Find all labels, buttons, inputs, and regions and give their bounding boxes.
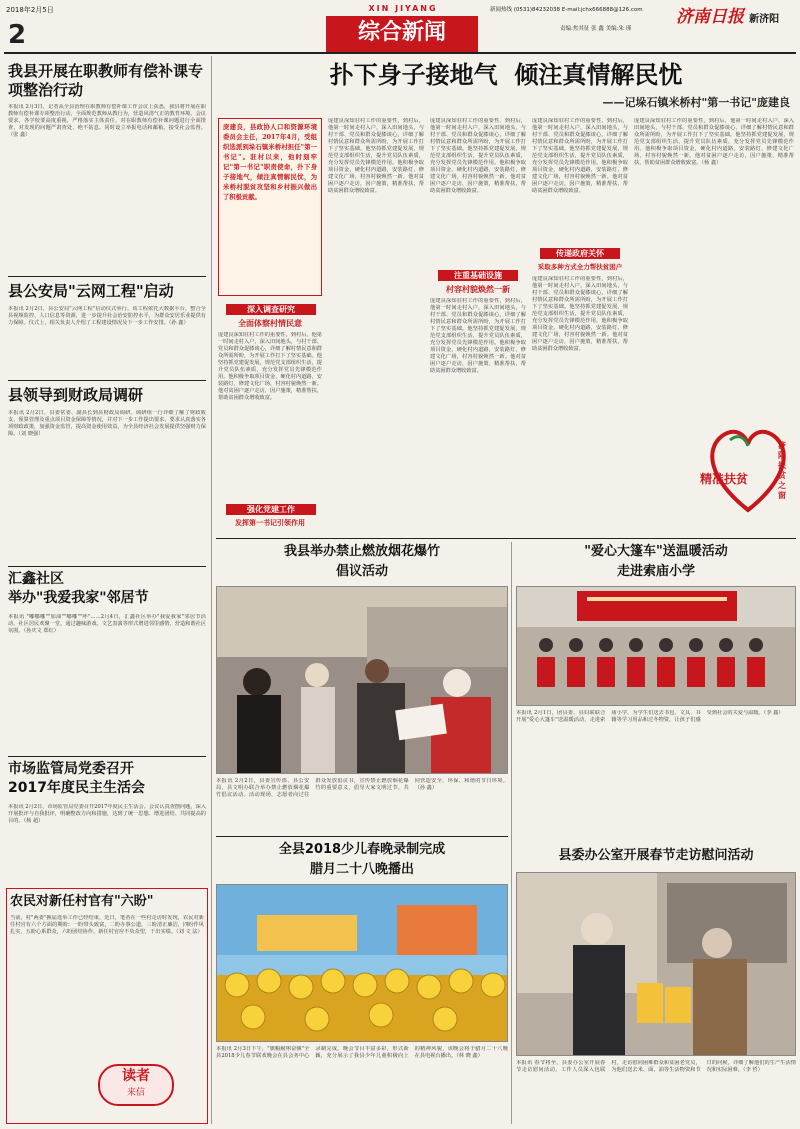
- divider: [8, 756, 206, 757]
- story-4-title: 县委办公室开展春节走访慰问活动: [558, 848, 754, 863]
- page-number: 2: [8, 20, 27, 50]
- article-4-body: 本报讯 "嘟嘟嘟""加油""嘟嘟""呼"……2月4日，汇鑫社区举办"我爱我家"邻居节活动，社区居民欢聚一堂，通过趣味游戏、文艺表演等形式增进邻里感情，营造和谐社区氛围。（孙庆文 郑红）: [8, 614, 206, 634]
- story-1-author: （孙 鑫）: [414, 785, 438, 791]
- feature-box3-sub: 村容村貌焕然一新: [446, 285, 510, 294]
- article-4-title: 汇鑫社区 举办"我爱我家"邻居节: [8, 571, 149, 606]
- feature-intro: 庞建良，县政协人口和资源环境委员会主任，2017年4月，受组织选派到垛石镇米桥村担任"第一书记"。驻村以来，他时刻牢记"第一书记"职责使命，扑下身子接地气，倾注真情解民忧，为米桥村脱贫攻坚和乡村振兴做出了积极贡献。: [223, 124, 317, 201]
- article-2-author: （孙 鑫）: [168, 320, 189, 326]
- reader-letter-badge: [98, 1064, 174, 1106]
- feature-box2-sub: 发挥第一书记引领作用: [235, 519, 305, 527]
- article-3-author: （刘 晓强）: [18, 431, 44, 437]
- story-2-author: （李 鑫）: [763, 710, 784, 716]
- story-1-photo-image: [217, 587, 508, 774]
- article-1-body: 本报讯 2月3日，记者从全县治理在职教师有偿补课工作会议上获悉，我县将开展在职教师有偿补课专项整治行动，全面规范教师从教行为，营造风清气正的教育环境。会议要求，各学校要高度重视，严格落实主体责任，对在职教师有偿补课问题进行全面排查，对发现的问题严肃查处，绝不姑息。同时设立举报电话和邮箱，接受社会监督。（张 鑫）: [8, 104, 206, 138]
- story-1-body: 本报讯 2月2日，县委宣传部、县公安局、县文明办联合举办禁止燃放烟花爆竹倡议活动。活动现场，志愿者向过往群众发放倡议书，宣传禁止燃放烟花爆竹的重要意义，倡导大家文明过节，共同营造安全、环保、和谐的节日环境。（孙 鑫）: [216, 778, 508, 798]
- section-pinyin: XIN JIYANG: [368, 4, 438, 13]
- paper-name: 济南日报: [676, 7, 744, 26]
- feature-box4-title: 传递政府关怀: [540, 248, 620, 259]
- feature-body-col4a: 庞建良深知驻村工作的重要性，到村后，他第一时间走村入户，深入田间地头，与村干部、党员和群众促膝谈心，详细了解村情民意和群众所需所盼，为开展工作打下了坚实基础。他坚持抓党建促发展，规范党支部组织生活，提升党员队伍素质，充分发挥党员先锋模范作用。他积极争取项目资金，硬化村内道路，安装路灯，修建文化广场，村容村貌焕然一新。他对贫困户逐户走访，因户施策，精准帮扶，帮助贫困群众增收致富。: [532, 118, 628, 194]
- reader-letter-badge-sub: 来信: [126, 1088, 145, 1098]
- feature-title: 扑下身子接地气 倾注真情解民忧: [329, 61, 683, 89]
- story-2-body: 本报讯 2月1日，团县委、县妇联联合开展"爱心大篷车"送温暖活动，走进索庙小学，为学生们送去书包、文具、书籍等学习用品和过冬物资，让孩子们感受到社会的关爱与温暖。（李 鑫）: [516, 710, 784, 723]
- story-3-author: （林 晓 鑫）: [456, 1053, 483, 1059]
- feature-box4-sub: 采取多种方式全力帮扶贫困户: [537, 263, 623, 271]
- header-rule-red: [326, 50, 478, 52]
- story-3-title: 全县2018少儿春晚录制完成 腊月二十八晚播出: [278, 842, 446, 877]
- feature-body-col3b: 庞建良深知驻村工作的重要性，到村后，他第一时间走村入户，深入田间地头，与村干部、党员和群众促膝谈心，详细了解村情民意和群众所需所盼，为开展工作打下了坚实基础。他坚持抓党建促发展，规范党支部组织生活，提升党员队伍素质，充分发挥党员先锋模范作用。他积极争取项目资金，硬化村内道路，安装路灯，修建文化广场，村容村貌焕然一新。他对贫困户逐户走访，因户施策，精准帮扶，帮助贫困群众增收致富。: [430, 298, 526, 374]
- article-4-author: （孙庆文 郑红）: [23, 628, 59, 634]
- feature-body-col1a: 庞建良深知驻村工作的重要性，到村后，他第一时间走村入户，深入田间地头，与村干部、党员和群众促膝谈心，详细了解村情民意和群众所需所盼，为开展工作打下了坚实基础。他坚持抓党建促发展，规范党支部组织生活，提升党员队伍素质，充分发挥党员先锋模范作用。他积极争取项目资金，硬化村内道路，安装路灯，修建文化广场，村容村貌焕然一新。他对贫困户逐户走访，因户施策，精准帮扶，帮助贫困群众增收致富。: [218, 332, 322, 401]
- paper-suffix: 新济阳: [749, 14, 780, 25]
- story-4-photo-image: [517, 873, 796, 1056]
- article-2-title: 县公安局"云网工程"启动: [8, 282, 174, 300]
- story-4-photo: [516, 872, 796, 1056]
- divider: [8, 566, 206, 567]
- article-1-title: 我县开展在职教师有偿补课专项整治行动: [8, 62, 204, 99]
- seal-side: 济阳扶贫之窗: [778, 440, 786, 500]
- divider: [8, 276, 206, 277]
- story-3-body: 本报讯 2月3日下午，"旗帽耐翔奋骥"全县2018少儿春节联欢晚会在县会务中心录制完成。晚会节目丰富多彩，形式新颖，充分展示了我县少年儿童积极向上的精神风貌，该晚会将于腊月二十八晚在县电视台播出。（林 晓 鑫）: [216, 1046, 508, 1059]
- feature-body-col1b: [218, 532, 322, 534]
- story-4-author: （李 哲）: [742, 1067, 763, 1073]
- section-title: 综合新闻: [326, 16, 478, 50]
- hotline-text: 新闻热线 (0531)84232038 E-mail:jchx666888@126.com: [490, 7, 643, 13]
- divider: [8, 380, 206, 381]
- article-3-title: 县领导到财政局调研: [8, 386, 144, 404]
- editors-credit: 责编:焦其征 张 鑫 美编:朱 瑾: [560, 26, 632, 32]
- feature-bottom-rule: [216, 538, 796, 539]
- left-column-divider: [211, 56, 212, 1124]
- article-1-author: （张 鑫）: [8, 132, 31, 138]
- article-5-title: 市场监管局党委召开 2017年度民主生活会: [8, 761, 145, 796]
- article-5-body: 本报讯 2月2日，市场监管局党委召开2017年度民主生活会。会议认真查摆问题，深入开展批评与自我批评，明确整改方向和措施，达到了统一思想、增进团结、共同提高的目的。（杨 超）: [8, 804, 206, 824]
- seal-main: 精准扶贫: [700, 472, 749, 486]
- story-divider-vertical: [511, 542, 512, 1124]
- feature-intro-box: [218, 118, 322, 296]
- header-rule: [4, 52, 796, 54]
- story-2-photo-image: [517, 587, 796, 706]
- feature-subtitle: ——记垛石镇米桥村"第一书记"庞建良: [602, 96, 790, 109]
- middle-rule: [216, 836, 508, 837]
- article-3-body: 本报讯 2月2日，县委常委、副县长到县财政局调研。调研组一行详细了解了财政收支、预算管理及重点项目资金保障等情况，并对下一步工作提出要求。要求认真落实各项财政政策，加强资金监管，提高资金使用效益，为全县经济社会发展提供坚强财力保障。（刘 晓强）: [8, 410, 206, 437]
- feature-box3-title: 注重基础设施: [438, 270, 518, 281]
- story-3-photo: [216, 884, 508, 1042]
- feature-body-col4b: 庞建良深知驻村工作的重要性，到村后，他第一时间走村入户，深入田间地头，与村干部、党员和群众促膝谈心，详细了解村情民意和群众所需所盼，为开展工作打下了坚实基础。他坚持抓党建促发展，规范党支部组织生活，提升党员队伍素质，充分发挥党员先锋模范作用。他积极争取项目资金，硬化村内道路，安装路灯，修建文化广场，村容村貌焕然一新。他对贫困户逐户走访，因户施策，精准帮扶，帮助贫困群众增收致富。: [532, 276, 628, 352]
- feature-body-col5: 庞建良深知驻村工作的重要性，到村后，他第一时间走村入户，深入田间地头，与村干部、党员和群众促膝谈心，详细了解村情民意和群众所需所盼，为开展工作打下了坚实基础。他坚持抓党建促发展，规范党支部组织生活，提升党员队伍素质，充分发挥党员先锋模范作用。他积极争取项目资金，硬化村内道路，安装路灯，修建文化广场，村容村貌焕然一新。他对贫困户逐户走访，因户施策，精准帮扶，帮助贫困群众增收致富。（杨 鑫）: [634, 118, 794, 166]
- header-date: 2018年2月5日: [6, 6, 54, 14]
- article-2-body: 本报讯 2月2日，县公安局"云网工程"启动仪式举行。该工程依托大数据平台，整合全县视频监控、人口信息等资源，进一步提升社会治安防控水平，为群众安居乐业提供有力保障。仪式上，相关负责人介绍了工程建设情况及下一步工作安排。（孙 鑫）: [8, 306, 206, 326]
- reader-letter-badge-main: 读者: [122, 1068, 150, 1084]
- feature-body-col2: 庞建良深知驻村工作的重要性，到村后，他第一时间走村入户，深入田间地头，与村干部、党员和群众促膝谈心，详细了解村情民意和群众所需所盼，为开展工作打下了坚实基础。他坚持抓党建促发展，规范党支部组织生活，提升党员队伍素质，充分发挥党员先锋模范作用。他积极争取项目资金，硬化村内道路，安装路灯，修建文化广场，村容村貌焕然一新。他对贫困户逐户走访，因户施策，精准帮扶，帮助贫困群众增收致富。: [328, 118, 424, 194]
- story-3-photo-image: [217, 885, 508, 1042]
- feature-body-col3a: 庞建良深知驻村工作的重要性，到村后，他第一时间走村入户，深入田间地头，与村干部、党员和群众促膝谈心，详细了解村情民意和群众所需所盼，为开展工作打下了坚实基础。他坚持抓党建促发展，规范党支部组织生活，提升党员队伍素质，充分发挥党员先锋模范作用。他积极争取项目资金，硬化村内道路，安装路灯，修建文化广场，村容村貌焕然一新。他对贫困户逐户走访，因户施策，精准帮扶，帮助贫困群众增收致富。: [430, 118, 526, 194]
- article-5-author: （杨 超）: [23, 818, 44, 824]
- story-2-photo: [516, 586, 796, 706]
- feature-box1-title: 深入调查研究: [226, 304, 316, 315]
- feature-box2-title: 强化党建工作: [226, 504, 316, 515]
- paper-masthead: [676, 2, 798, 26]
- story-1-title: 我县举办禁止燃放烟花爆竹 倡议活动: [283, 544, 440, 579]
- story-4-body: 本报讯 春节将至，县委办公室开展春节走访慰问活动。工作人员深入包联村，走访慰问困难群众和贫困老党员，为他们送去米、面、油等生活物资和节日的问候，详细了解他们的生产生活情况和实际困难。（李 哲）: [516, 1060, 796, 1073]
- article-6-body: 当前，村"两委"换届选举工作已经结束，近日，笔者在一些村走访时发现，农民对新任村官有六个方面的期盼：一盼带头致富，二盼办事公道，三盼清正廉洁，四盼作风扎实，五盼心系群众，六盼团结协作。新任村官应不负众望，干出实绩。（刘 文 法）: [10, 915, 204, 935]
- story-1-photo: [216, 586, 508, 774]
- feature-author: （杨 鑫）: [701, 160, 722, 166]
- article-6-title: 农民对新任村官有"六盼": [10, 894, 154, 909]
- feature-box1-sub: 全面体察村情民意: [238, 319, 302, 328]
- story-2-title: "爱心大篷车"送温暖活动 走进索庙小学: [584, 544, 728, 579]
- article-6-author: （刘 文 法）: [176, 929, 203, 935]
